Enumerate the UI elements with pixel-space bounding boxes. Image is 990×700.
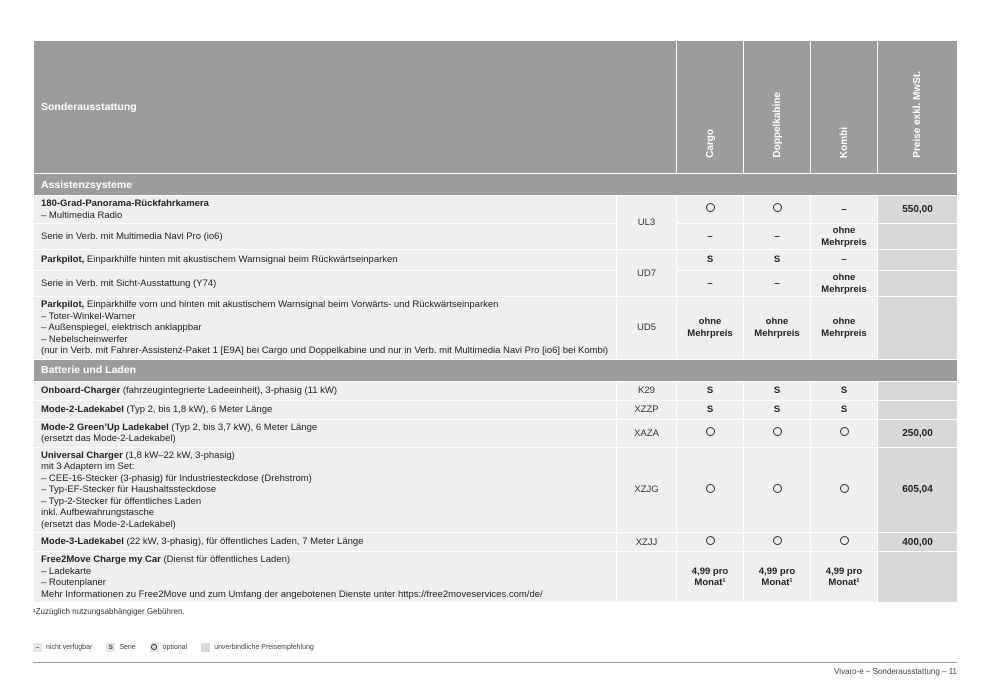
legend-item-optional: optional [150, 643, 188, 652]
cell-kombi [811, 447, 878, 533]
cell-doppelkabine [744, 419, 811, 447]
cell-kombi [811, 533, 878, 552]
legend-item-not-available: – nicht verfügbar [33, 643, 92, 652]
cell-kombi: S [811, 381, 878, 400]
row-description: Onboard-Charger (fahrzeugintegrierte Ladeeinheit), 3-phasig (11 kW) [34, 381, 617, 400]
optional-icon [706, 427, 715, 436]
cell-doppelkabine: – [744, 224, 811, 250]
legend-item-series: S Serie [106, 643, 135, 652]
cell-cargo [677, 533, 744, 552]
cell-kombi: ohne Mehrpreis [811, 271, 878, 297]
header-doppelkabine: Doppelkabine [744, 41, 811, 174]
optional-icon [706, 536, 715, 545]
cell-cargo: S [677, 400, 744, 419]
table-row [34, 224, 958, 250]
option-code: XZZP [617, 400, 677, 419]
footnote: ¹Zuzüglich nutzungsabhängiger Gebühren. [33, 607, 185, 616]
cell-cargo: – [677, 271, 744, 297]
cell-price [878, 250, 958, 271]
page-footer: Vivaro-e – Sonderausstattung – 11 [834, 667, 957, 676]
option-code: UD7 [617, 250, 677, 297]
cell-cargo [677, 447, 744, 533]
legend-item-price: unverbindliche Preisempfehlung [201, 643, 314, 652]
cell-doppelkabine: S [744, 381, 811, 400]
cell-kombi: S [811, 400, 878, 419]
row-description: Mode-2 Green’Up Ladekabel (Typ 2, bis 3,7 kW), 6 Meter Länge (ersetzt das Mode-2-Ladekabel) [34, 419, 617, 447]
optional-icon [773, 427, 782, 436]
table-row [34, 447, 958, 533]
option-code [617, 552, 677, 603]
header-preise: Preise exkl. MwSt. [878, 41, 958, 174]
cell-price [878, 224, 958, 250]
cell-cargo: S [677, 250, 744, 271]
row-description: Serie in Verb. mit Multimedia Navi Pro (io6) [34, 224, 617, 250]
cell-kombi: 4,99 pro Monat¹ [811, 552, 878, 603]
row-description: Parkpilot, Einparkhilfe vorn und hinten mit akustischem Warnsignal beim Vorwärts- und Rückwärtseinparken – Toter-Winkel-Warner – Außenspiegel, elektrisch anklappbar – Nebelscheinwerfer (nur in Verb. mit Fahrer-Assistenz-Paket 1 [E9A] bei Cargo und Doppelkabine und nur in Verb. mit Multimedia Navi Pro [io6] bei Kombi) [34, 297, 617, 360]
cell-kombi: – [811, 250, 878, 271]
table-header [34, 41, 958, 174]
cell-doppelkabine: – [744, 271, 811, 297]
optional-icon [840, 427, 849, 436]
table-row [34, 552, 958, 603]
options-table-container [33, 40, 957, 603]
row-description: Free2Move Charge my Car (Dienst für öffentliches Laden) – Ladekarte – Routenplaner Mehr Informationen zu Free2Move und zum Umfang der angebotenen Dienste unter https://free2moveservices.com/de/ [34, 552, 617, 603]
dash-icon: – [33, 643, 42, 652]
header-cargo: Cargo [677, 41, 744, 174]
cell-doppelkabine [744, 196, 811, 224]
cell-doppelkabine: S [744, 400, 811, 419]
cell-price: 250,00 [878, 419, 958, 447]
cell-price: 605,04 [878, 447, 958, 533]
cell-price: 400,00 [878, 533, 958, 552]
optional-icon [706, 203, 715, 212]
optional-icon [773, 203, 782, 212]
cell-kombi: ohne Mehrpreis [811, 297, 878, 360]
table-row [34, 419, 958, 447]
table-row [34, 533, 958, 552]
section-assistenz: Assistenzsysteme [34, 174, 958, 196]
price-swatch-icon [201, 643, 210, 652]
row-description: Serie in Verb. mit Sicht-Ausstattung (Y74) [34, 271, 617, 297]
cell-price [878, 271, 958, 297]
cell-cargo [677, 196, 744, 224]
row-description: Mode-3-Ladekabel (22 kW, 3-phasig), für öffentliches Laden, 7 Meter Länge [34, 533, 617, 552]
cell-kombi [811, 419, 878, 447]
cell-price [878, 297, 958, 360]
header-kombi: Kombi [811, 41, 878, 174]
optional-icon [150, 643, 159, 652]
table-row [34, 196, 958, 224]
cell-price [878, 400, 958, 419]
cell-kombi: – [811, 196, 878, 224]
option-code: XZJJ [617, 533, 677, 552]
cell-cargo: ohne Mehrpreis [677, 297, 744, 360]
legend [33, 643, 328, 652]
option-code: K29 [617, 381, 677, 400]
row-description: Mode-2-Ladekabel (Typ 2, bis 1,8 kW), 6 Meter Länge [34, 400, 617, 419]
table-row [34, 250, 958, 271]
footer-divider [33, 662, 957, 663]
optional-icon [840, 484, 849, 493]
cell-kombi: ohne Mehrpreis [811, 224, 878, 250]
cell-doppelkabine [744, 533, 811, 552]
cell-doppelkabine: 4,99 pro Monat¹ [744, 552, 811, 603]
cell-doppelkabine [744, 447, 811, 533]
cell-price: 550,00 [878, 196, 958, 224]
cell-cargo: 4,99 pro Monat¹ [677, 552, 744, 603]
cell-cargo: – [677, 224, 744, 250]
options-table [33, 40, 958, 603]
option-code: UD5 [617, 297, 677, 360]
option-code: XZJG [617, 447, 677, 533]
cell-cargo: S [677, 381, 744, 400]
row-description: 180-Grad-Panorama-Rückfahrkamera – Multimedia Radio [34, 196, 617, 224]
cell-doppelkabine: S [744, 250, 811, 271]
table-row [34, 400, 958, 419]
section-batterie: Batterie und Laden [34, 359, 958, 381]
cell-price [878, 552, 958, 603]
row-description: Parkpilot, Einparkhilfe hinten mit akustischem Warnsignal beim Rückwärtseinparken [34, 250, 617, 271]
table-row [34, 271, 958, 297]
cell-price [878, 381, 958, 400]
table-row [34, 297, 958, 360]
cell-doppelkabine: ohne Mehrpreis [744, 297, 811, 360]
optional-icon [773, 536, 782, 545]
cell-cargo [677, 419, 744, 447]
optional-icon [773, 484, 782, 493]
option-code: UL3 [617, 196, 677, 250]
optional-icon [706, 484, 715, 493]
table-row [34, 381, 958, 400]
row-description: Universal Charger (1,8 kW–22 kW, 3-phasig) mit 3 Adaptern im Set: – CEE-16-Stecker (3-phasig) für Industriesteckdose (Drehstrom) – Typ-EF-Stecker für Haushaltssteckdose – Typ-2-Stecker für öffentliches Laden inkl. Aufbewahrungstasche (ersetzt das Mode-2-Ladekabel) [34, 447, 617, 533]
header-title: Sonderausstattung [34, 41, 677, 174]
optional-icon [840, 536, 849, 545]
series-icon: S [106, 643, 115, 652]
option-code: XAZA [617, 419, 677, 447]
